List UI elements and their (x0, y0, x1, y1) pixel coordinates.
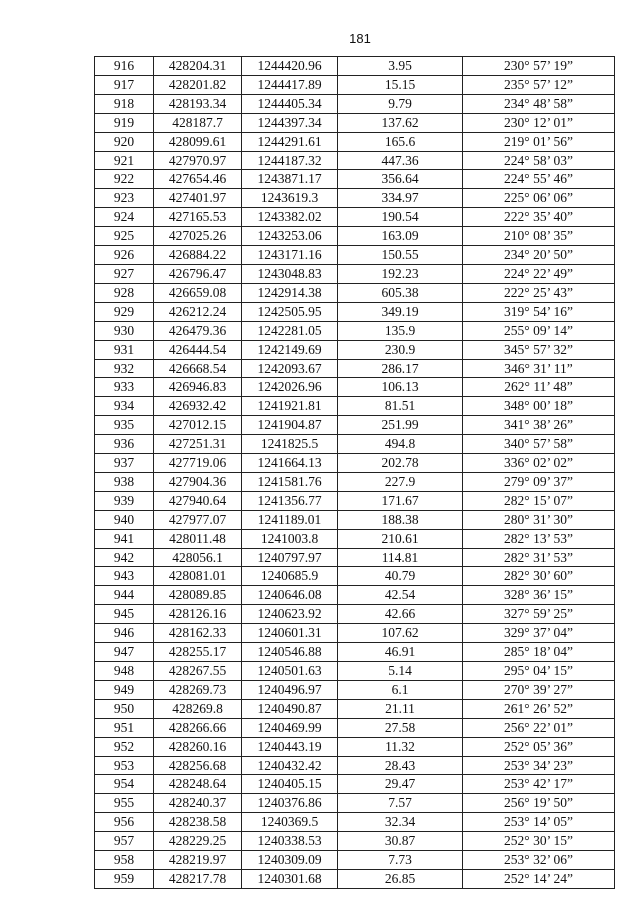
y-coordinate-cell: 1240685.9 (242, 567, 338, 586)
bearing-cell: 252° 05’ 36” (463, 737, 615, 756)
x-coordinate-cell: 428011.48 (154, 529, 242, 548)
distance-cell: 447.36 (338, 151, 463, 170)
point-number-cell: 956 (95, 813, 154, 832)
point-number-cell: 931 (95, 340, 154, 359)
point-number-cell: 918 (95, 94, 154, 113)
y-coordinate-cell: 1241921.81 (242, 397, 338, 416)
x-coordinate-cell: 427025.26 (154, 227, 242, 246)
table-row (95, 510, 615, 529)
point-number-cell: 954 (95, 775, 154, 794)
coordinates-table-body (95, 57, 615, 889)
x-coordinate-cell: 426884.22 (154, 246, 242, 265)
point-number-cell: 926 (95, 246, 154, 265)
x-coordinate-cell: 426946.83 (154, 378, 242, 397)
y-coordinate-cell: 1242281.05 (242, 321, 338, 340)
x-coordinate-cell: 428089.85 (154, 586, 242, 605)
point-number-cell: 946 (95, 624, 154, 643)
distance-cell: 106.13 (338, 378, 463, 397)
table-row (95, 680, 615, 699)
bearing-cell: 256° 22’ 01” (463, 718, 615, 737)
x-coordinate-cell: 427940.64 (154, 491, 242, 510)
table-row (95, 454, 615, 473)
page-number: 181 (349, 31, 371, 46)
bearing-cell: 222° 25’ 43” (463, 283, 615, 302)
x-coordinate-cell: 428099.61 (154, 132, 242, 151)
y-coordinate-cell: 1242149.69 (242, 340, 338, 359)
table-row (95, 586, 615, 605)
distance-cell: 334.97 (338, 189, 463, 208)
x-coordinate-cell: 428193.34 (154, 94, 242, 113)
point-number-cell: 944 (95, 586, 154, 605)
table-row (95, 662, 615, 681)
bearing-cell: 256° 19’ 50” (463, 794, 615, 813)
bearing-cell: 279° 09’ 37” (463, 472, 615, 491)
bearing-cell: 252° 30’ 15” (463, 832, 615, 851)
y-coordinate-cell: 1240623.92 (242, 605, 338, 624)
table-row (95, 170, 615, 189)
y-coordinate-cell: 1241189.01 (242, 510, 338, 529)
table-row (95, 491, 615, 510)
table-row (95, 548, 615, 567)
distance-cell: 356.64 (338, 170, 463, 189)
distance-cell: 32.34 (338, 813, 463, 832)
bearing-cell: 252° 14’ 24” (463, 869, 615, 888)
bearing-cell: 319° 54’ 16” (463, 302, 615, 321)
y-coordinate-cell: 1240601.31 (242, 624, 338, 643)
point-number-cell: 953 (95, 756, 154, 775)
x-coordinate-cell: 428269.8 (154, 699, 242, 718)
y-coordinate-cell: 1240501.63 (242, 662, 338, 681)
y-coordinate-cell: 1240490.87 (242, 699, 338, 718)
point-number-cell: 934 (95, 397, 154, 416)
x-coordinate-cell: 427719.06 (154, 454, 242, 473)
bearing-cell: 282° 30’ 60” (463, 567, 615, 586)
table-row (95, 227, 615, 246)
point-number-cell: 919 (95, 113, 154, 132)
y-coordinate-cell: 1241825.5 (242, 435, 338, 454)
table-row (95, 57, 615, 76)
point-number-cell: 955 (95, 794, 154, 813)
distance-cell: 42.54 (338, 586, 463, 605)
table-row (95, 132, 615, 151)
bearing-cell: 224° 22’ 49” (463, 264, 615, 283)
point-number-cell: 924 (95, 208, 154, 227)
x-coordinate-cell: 426668.54 (154, 359, 242, 378)
x-coordinate-cell: 426212.24 (154, 302, 242, 321)
bearing-cell: 210° 08’ 35” (463, 227, 615, 246)
point-number-cell: 932 (95, 359, 154, 378)
y-coordinate-cell: 1240369.5 (242, 813, 338, 832)
y-coordinate-cell: 1241356.77 (242, 491, 338, 510)
distance-cell: 7.57 (338, 794, 463, 813)
table-row (95, 605, 615, 624)
distance-cell: 137.62 (338, 113, 463, 132)
distance-cell: 3.95 (338, 57, 463, 76)
distance-cell: 188.38 (338, 510, 463, 529)
bearing-cell: 328° 36’ 15” (463, 586, 615, 605)
x-coordinate-cell: 428248.64 (154, 775, 242, 794)
x-coordinate-cell: 428267.55 (154, 662, 242, 681)
point-number-cell: 922 (95, 170, 154, 189)
point-number-cell: 940 (95, 510, 154, 529)
x-coordinate-cell: 428126.16 (154, 605, 242, 624)
bearing-cell: 255° 09’ 14” (463, 321, 615, 340)
point-number-cell: 920 (95, 132, 154, 151)
point-number-cell: 925 (95, 227, 154, 246)
point-number-cell: 959 (95, 869, 154, 888)
x-coordinate-cell: 428187.7 (154, 113, 242, 132)
bearing-cell: 282° 15’ 07” (463, 491, 615, 510)
x-coordinate-cell: 427970.97 (154, 151, 242, 170)
y-coordinate-cell: 1240309.09 (242, 851, 338, 870)
y-coordinate-cell: 1241904.87 (242, 416, 338, 435)
point-number-cell: 928 (95, 283, 154, 302)
table-row (95, 264, 615, 283)
distance-cell: 30.87 (338, 832, 463, 851)
table-row (95, 283, 615, 302)
distance-cell: 40.79 (338, 567, 463, 586)
x-coordinate-cell: 428255.17 (154, 643, 242, 662)
distance-cell: 227.9 (338, 472, 463, 491)
table-row (95, 794, 615, 813)
bearing-cell: 261° 26’ 52” (463, 699, 615, 718)
bearing-cell: 327° 59’ 25” (463, 605, 615, 624)
table-row (95, 246, 615, 265)
x-coordinate-cell: 427401.97 (154, 189, 242, 208)
x-coordinate-cell: 428081.01 (154, 567, 242, 586)
y-coordinate-cell: 1240443.19 (242, 737, 338, 756)
distance-cell: 190.54 (338, 208, 463, 227)
bearing-cell: 235° 57’ 12” (463, 75, 615, 94)
point-number-cell: 939 (95, 491, 154, 510)
bearing-cell: 219° 01’ 56” (463, 132, 615, 151)
x-coordinate-cell: 428238.58 (154, 813, 242, 832)
bearing-cell: 336° 02’ 02” (463, 454, 615, 473)
distance-cell: 192.23 (338, 264, 463, 283)
x-coordinate-cell: 426659.08 (154, 283, 242, 302)
point-number-cell: 933 (95, 378, 154, 397)
y-coordinate-cell: 1242914.38 (242, 283, 338, 302)
distance-cell: 29.47 (338, 775, 463, 794)
x-coordinate-cell: 426479.36 (154, 321, 242, 340)
bearing-cell: 285° 18’ 04” (463, 643, 615, 662)
point-number-cell: 937 (95, 454, 154, 473)
y-coordinate-cell: 1241664.13 (242, 454, 338, 473)
y-coordinate-cell: 1240797.97 (242, 548, 338, 567)
x-coordinate-cell: 428204.31 (154, 57, 242, 76)
distance-cell: 42.66 (338, 605, 463, 624)
distance-cell: 171.67 (338, 491, 463, 510)
bearing-cell: 341° 38’ 26” (463, 416, 615, 435)
table-row (95, 832, 615, 851)
table-row (95, 302, 615, 321)
distance-cell: 210.61 (338, 529, 463, 548)
y-coordinate-cell: 1243048.83 (242, 264, 338, 283)
table-row (95, 775, 615, 794)
distance-cell: 135.9 (338, 321, 463, 340)
y-coordinate-cell: 1240301.68 (242, 869, 338, 888)
distance-cell: 230.9 (338, 340, 463, 359)
bearing-cell: 295° 04’ 15” (463, 662, 615, 681)
table-row (95, 643, 615, 662)
point-number-cell: 952 (95, 737, 154, 756)
x-coordinate-cell: 428229.25 (154, 832, 242, 851)
bearing-cell: 262° 11’ 48” (463, 378, 615, 397)
point-number-cell: 935 (95, 416, 154, 435)
distance-cell: 21.11 (338, 699, 463, 718)
table-row (95, 94, 615, 113)
bearing-cell: 224° 58’ 03” (463, 151, 615, 170)
y-coordinate-cell: 1244417.89 (242, 75, 338, 94)
table-row (95, 151, 615, 170)
point-number-cell: 921 (95, 151, 154, 170)
table-row (95, 567, 615, 586)
point-number-cell: 947 (95, 643, 154, 662)
point-number-cell: 923 (95, 189, 154, 208)
table-row (95, 75, 615, 94)
y-coordinate-cell: 1240469.99 (242, 718, 338, 737)
x-coordinate-cell: 428266.66 (154, 718, 242, 737)
x-coordinate-cell: 428056.1 (154, 548, 242, 567)
point-number-cell: 936 (95, 435, 154, 454)
y-coordinate-cell: 1242505.95 (242, 302, 338, 321)
x-coordinate-cell: 428219.97 (154, 851, 242, 870)
distance-cell: 28.43 (338, 756, 463, 775)
x-coordinate-cell: 428240.37 (154, 794, 242, 813)
y-coordinate-cell: 1242026.96 (242, 378, 338, 397)
x-coordinate-cell: 427012.15 (154, 416, 242, 435)
point-number-cell: 950 (95, 699, 154, 718)
point-number-cell: 951 (95, 718, 154, 737)
distance-cell: 15.15 (338, 75, 463, 94)
distance-cell: 5.14 (338, 662, 463, 681)
x-coordinate-cell: 426796.47 (154, 264, 242, 283)
y-coordinate-cell: 1243171.16 (242, 246, 338, 265)
table-row (95, 208, 615, 227)
table-row (95, 113, 615, 132)
distance-cell: 202.78 (338, 454, 463, 473)
y-coordinate-cell: 1241581.76 (242, 472, 338, 491)
distance-cell: 46.91 (338, 643, 463, 662)
table-row (95, 624, 615, 643)
x-coordinate-cell: 427251.31 (154, 435, 242, 454)
bearing-cell: 282° 31’ 53” (463, 548, 615, 567)
bearing-cell: 222° 35’ 40” (463, 208, 615, 227)
x-coordinate-cell: 428256.68 (154, 756, 242, 775)
bearing-cell: 224° 55’ 46” (463, 170, 615, 189)
y-coordinate-cell: 1240405.15 (242, 775, 338, 794)
x-coordinate-cell: 428269.73 (154, 680, 242, 699)
distance-cell: 163.09 (338, 227, 463, 246)
distance-cell: 605.38 (338, 283, 463, 302)
bearing-cell: 225° 06’ 06” (463, 189, 615, 208)
x-coordinate-cell: 427165.53 (154, 208, 242, 227)
bearing-cell: 346° 31’ 11” (463, 359, 615, 378)
distance-cell: 27.58 (338, 718, 463, 737)
x-coordinate-cell: 428201.82 (154, 75, 242, 94)
table-row (95, 472, 615, 491)
y-coordinate-cell: 1243382.02 (242, 208, 338, 227)
x-coordinate-cell: 427904.36 (154, 472, 242, 491)
y-coordinate-cell: 1241003.8 (242, 529, 338, 548)
point-number-cell: 927 (95, 264, 154, 283)
bearing-cell: 282° 13’ 53” (463, 529, 615, 548)
y-coordinate-cell: 1240432.42 (242, 756, 338, 775)
table-row (95, 699, 615, 718)
x-coordinate-cell: 428260.16 (154, 737, 242, 756)
y-coordinate-cell: 1240338.53 (242, 832, 338, 851)
x-coordinate-cell: 427977.07 (154, 510, 242, 529)
bearing-cell: 253° 42’ 17” (463, 775, 615, 794)
distance-cell: 494.8 (338, 435, 463, 454)
bearing-cell: 345° 57’ 32” (463, 340, 615, 359)
bearing-cell: 234° 20’ 50” (463, 246, 615, 265)
table-row (95, 851, 615, 870)
bearing-cell: 348° 00’ 18” (463, 397, 615, 416)
y-coordinate-cell: 1243871.17 (242, 170, 338, 189)
point-number-cell: 957 (95, 832, 154, 851)
distance-cell: 349.19 (338, 302, 463, 321)
point-number-cell: 930 (95, 321, 154, 340)
point-number-cell: 917 (95, 75, 154, 94)
table-row (95, 378, 615, 397)
table-row (95, 529, 615, 548)
table-row (95, 189, 615, 208)
y-coordinate-cell: 1244291.61 (242, 132, 338, 151)
distance-cell: 9.79 (338, 94, 463, 113)
y-coordinate-cell: 1240646.08 (242, 586, 338, 605)
distance-cell: 286.17 (338, 359, 463, 378)
bearing-cell: 253° 14’ 05” (463, 813, 615, 832)
y-coordinate-cell: 1244187.32 (242, 151, 338, 170)
point-number-cell: 929 (95, 302, 154, 321)
table-row (95, 737, 615, 756)
bearing-cell: 270° 39’ 27” (463, 680, 615, 699)
bearing-cell: 230° 12’ 01” (463, 113, 615, 132)
point-number-cell: 945 (95, 605, 154, 624)
table-row (95, 340, 615, 359)
table-row (95, 869, 615, 888)
y-coordinate-cell: 1240546.88 (242, 643, 338, 662)
distance-cell: 6.1 (338, 680, 463, 699)
distance-cell: 114.81 (338, 548, 463, 567)
x-coordinate-cell: 427654.46 (154, 170, 242, 189)
table-row (95, 416, 615, 435)
point-number-cell: 941 (95, 529, 154, 548)
distance-cell: 7.73 (338, 851, 463, 870)
table-row (95, 359, 615, 378)
point-number-cell: 948 (95, 662, 154, 681)
table-row (95, 813, 615, 832)
table-row (95, 397, 615, 416)
x-coordinate-cell: 426444.54 (154, 340, 242, 359)
distance-cell: 11.32 (338, 737, 463, 756)
table-row (95, 756, 615, 775)
distance-cell: 81.51 (338, 397, 463, 416)
table-row (95, 718, 615, 737)
y-coordinate-cell: 1240376.86 (242, 794, 338, 813)
distance-cell: 26.85 (338, 869, 463, 888)
y-coordinate-cell: 1243253.06 (242, 227, 338, 246)
bearing-cell: 253° 34’ 23” (463, 756, 615, 775)
x-coordinate-cell: 428217.78 (154, 869, 242, 888)
bearing-cell: 230° 57’ 19” (463, 57, 615, 76)
x-coordinate-cell: 426932.42 (154, 397, 242, 416)
bearing-cell: 253° 32’ 06” (463, 851, 615, 870)
point-number-cell: 943 (95, 567, 154, 586)
table-row (95, 435, 615, 454)
coordinates-table (94, 56, 615, 889)
bearing-cell: 280° 31’ 30” (463, 510, 615, 529)
distance-cell: 150.55 (338, 246, 463, 265)
table-row (95, 321, 615, 340)
y-coordinate-cell: 1240496.97 (242, 680, 338, 699)
y-coordinate-cell: 1244420.96 (242, 57, 338, 76)
point-number-cell: 942 (95, 548, 154, 567)
point-number-cell: 949 (95, 680, 154, 699)
bearing-cell: 340° 57’ 58” (463, 435, 615, 454)
point-number-cell: 916 (95, 57, 154, 76)
distance-cell: 107.62 (338, 624, 463, 643)
y-coordinate-cell: 1242093.67 (242, 359, 338, 378)
y-coordinate-cell: 1244405.34 (242, 94, 338, 113)
distance-cell: 251.99 (338, 416, 463, 435)
bearing-cell: 329° 37’ 04” (463, 624, 615, 643)
y-coordinate-cell: 1244397.34 (242, 113, 338, 132)
point-number-cell: 938 (95, 472, 154, 491)
bearing-cell: 234° 48’ 58” (463, 94, 615, 113)
x-coordinate-cell: 428162.33 (154, 624, 242, 643)
point-number-cell: 958 (95, 851, 154, 870)
y-coordinate-cell: 1243619.3 (242, 189, 338, 208)
distance-cell: 165.6 (338, 132, 463, 151)
